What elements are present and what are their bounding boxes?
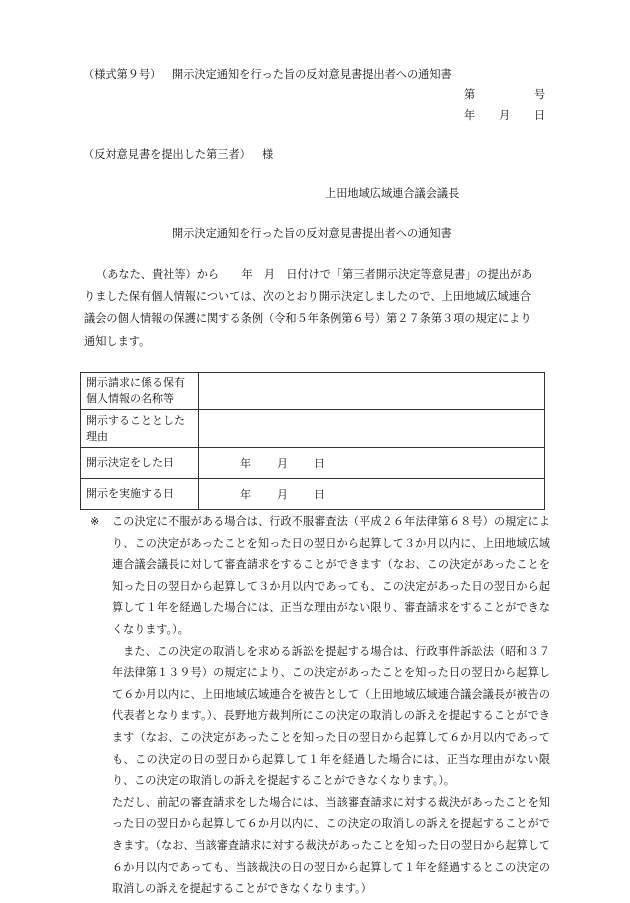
date-month: 月 (499, 109, 511, 122)
table-value (199, 373, 545, 410)
table-date-month: 月 (277, 488, 288, 501)
table-label: 開示することとした理由 (81, 410, 199, 448)
table-date-value (199, 448, 545, 479)
sender-name: 上田地域広域連合議会議長 (325, 187, 460, 200)
table-date-value (199, 479, 545, 510)
body-line: 通知します。 (84, 334, 151, 348)
form-title: 開示決定通知を行った旨の反対意見書提出者への通知書 (172, 68, 452, 81)
document-title: 開示決定通知を行った旨の反対意見書提出者への通知書 (172, 227, 452, 240)
info-table (80, 372, 545, 510)
date-day: 日 (534, 109, 546, 122)
note-mark: ※ (90, 515, 100, 528)
body-text (84, 264, 548, 353)
date-year: 年 (464, 109, 476, 122)
table-label: 開示を実施する日 (81, 479, 199, 510)
document-number-go: 号 (534, 88, 546, 101)
table-row (81, 410, 545, 448)
table-label: 開示決定をした日 (81, 448, 199, 479)
table-date-month: 月 (277, 457, 288, 470)
body-line: りました保有個人情報については、次のとおり開示決定しましたので、上田地域広域連合 (84, 290, 532, 304)
note-paragraph-1: この決定に不服がある場合は、行政不服審査法（平成２６年法律第６８号）の規定により、この決定があったことを知った日の翌日から起算して３か月以内に、上田地域広域連合議会議長に対して審査請求をすることができます（なお、この決定があったことを知った日の翌日から起算して３か月以内であっても、この決定があった日の翌日から起算して１年を経過した場合には、正当な理由がない限り、審査請求をすることができなくなります。）。 (112, 515, 550, 636)
body-line: 議会の個人情報の保護に関する条例（令和５年条例第６号）第２７条第３項の規定により (84, 312, 532, 326)
addressee-name: （反対意見書を提出した第三者） (83, 148, 251, 161)
note-paragraph-3: ただし、前記の審査請求をした場合には、当該審査請求に対する裁決があったことを知った日の翌日から起算して６か月以内に、この決定の取消しの訴えを提起することができます。（なお、当該審査請求に対する裁決があったことを知った日の翌日から起算して６か月以内であっても、当該裁決の日の翌日から起算して１年を経過するとこの決定の取消しの訴えを提起することができなくなります。） (112, 795, 550, 896)
table-date-day: 日 (314, 488, 325, 501)
table-date-year: 年 (240, 488, 251, 501)
table-row (81, 448, 545, 479)
table-date-year: 年 (240, 457, 251, 470)
notes-section (90, 511, 550, 900)
document-number-dai: 第 (464, 88, 476, 101)
table-date-day: 日 (314, 457, 325, 470)
table-value (199, 410, 545, 448)
form-label: （様式第９号） (83, 68, 162, 81)
note-paragraph-2: また、この決定の取消しを求める訴訟を提起する場合は、行政事件訴訟法（昭和３７年法律第１３９号）の規定により、この決定があったことを知った日の翌日から起算して６か月以内に、上田地域広域連合を被告として（上田地域広域連合議会議長が被告の代表者となります。）、長野地方裁判所にこの決定の取消しの訴えを提起することができます（なお、この決定があったことを知った日の翌日から起算して６か月以内であっても、この決定の日の翌日から起算して１年を経過した場合には、正当な理由がない限り、この決定の取消しの訴えを提起することができなくなります。）。 (112, 644, 550, 788)
table-row (81, 373, 545, 410)
table-label: 開示請求に係る保有個人情報の名称等 (81, 373, 199, 410)
body-line: （あなた、貴社等）から 年 月 日付けで「第三者開示決定等意見書」の提出があ (96, 268, 533, 281)
addressee-honorific: 様 (262, 148, 274, 161)
table-row (81, 479, 545, 510)
